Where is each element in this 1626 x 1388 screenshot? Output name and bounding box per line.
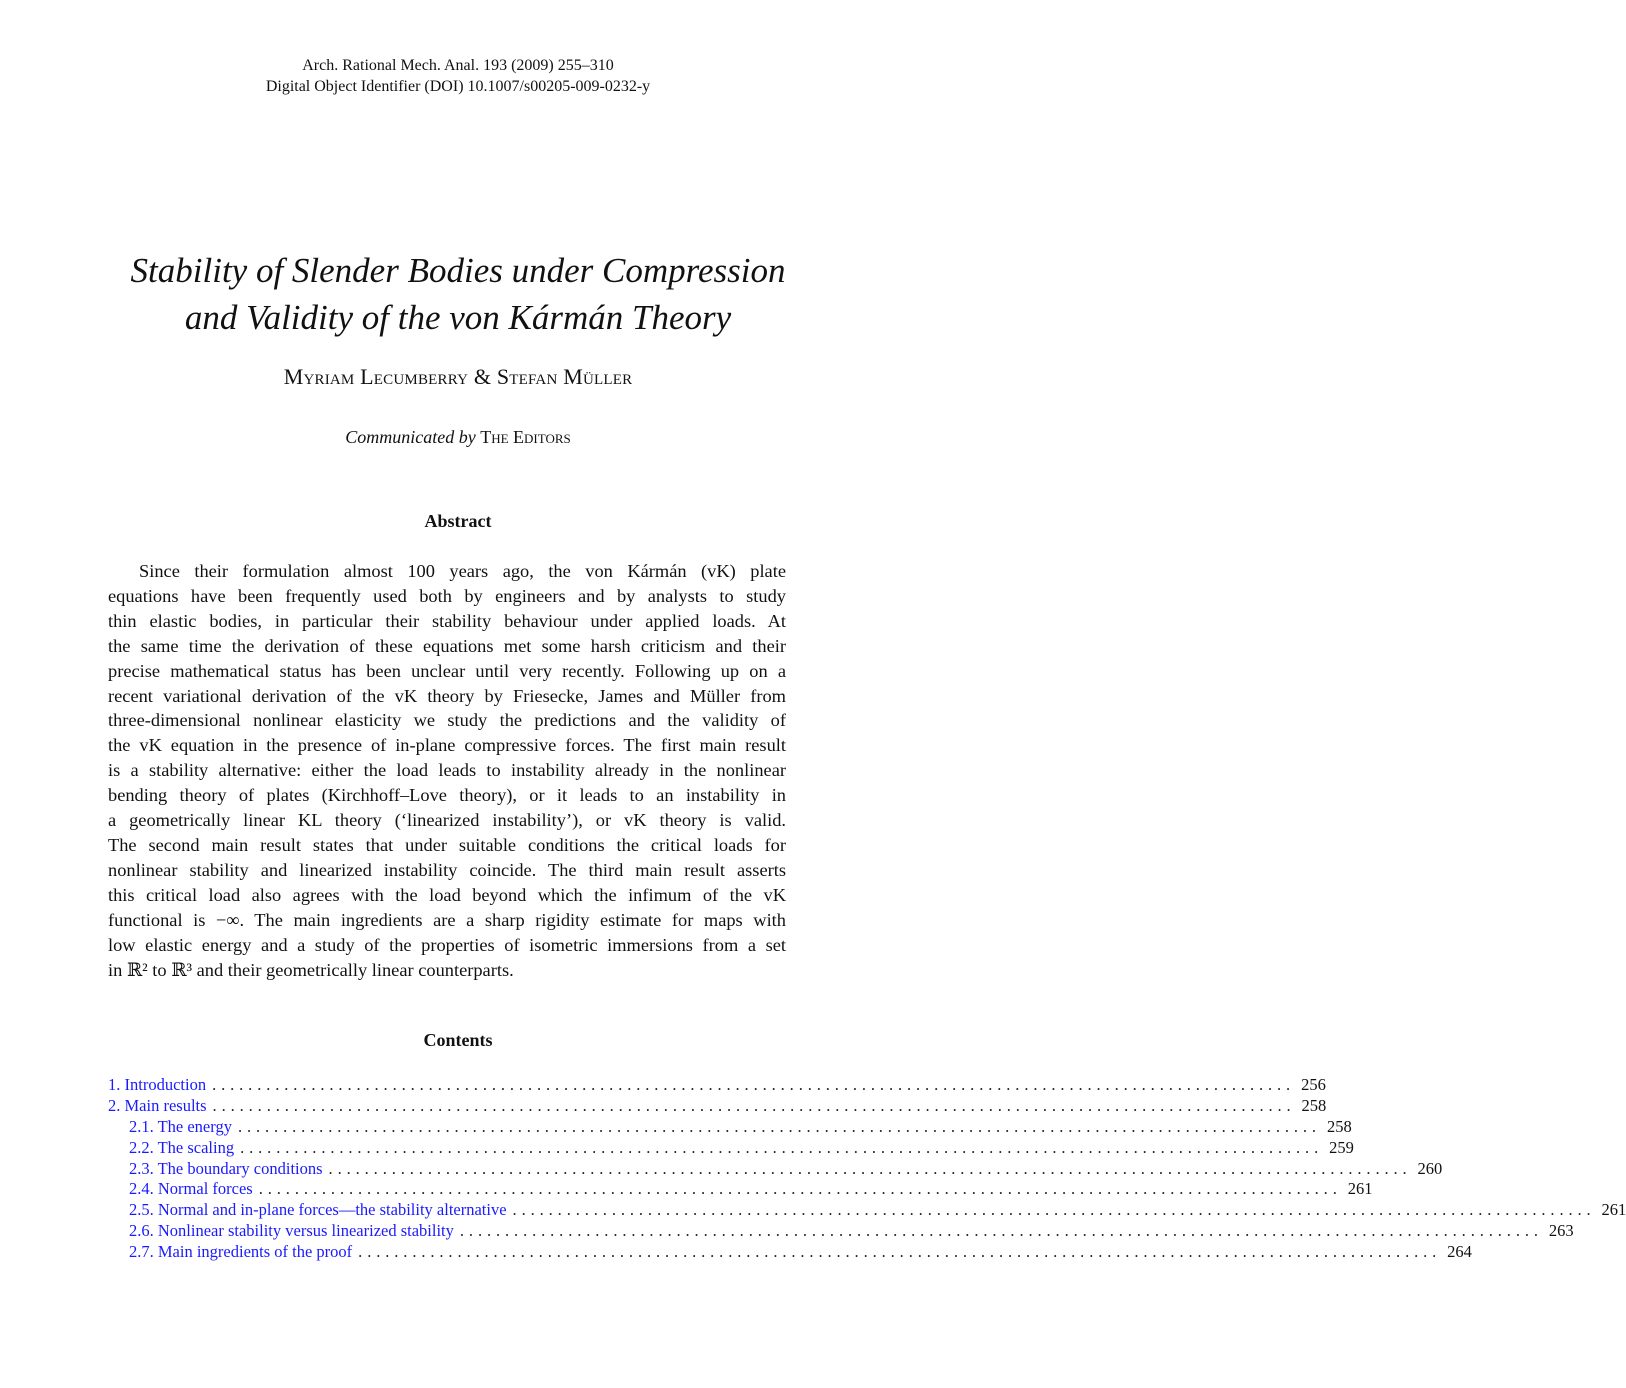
abstract-line: recent variational derivation of the vK theory by Friesecke, James and Müller from <box>108 685 786 706</box>
toc-link[interactable]: 2.6. Nonlinear stability versus linearized stability <box>129 1221 454 1241</box>
abstract-line: functional is −∞. The main ingredients are a sharp rigidity estimate for maps with <box>108 909 786 930</box>
toc-leader-dots: ........................................................................................................................ <box>258 1179 1342 1199</box>
toc-entry[interactable] <box>108 1200 1626 1221</box>
toc-page-number: 260 <box>1417 1158 1443 1178</box>
communicated-prefix: Communicated by <box>345 427 476 447</box>
title-line-2: and Validity of the von Kármán Theory <box>184 298 732 337</box>
toc-entry[interactable] <box>108 1179 1373 1200</box>
toc-leader-dots: ........................................................................................................................ <box>459 1221 1543 1241</box>
abstract-line: nonlinear stability and linearized instability coincide. The third main result asserts <box>108 859 786 880</box>
abstract-line: is a stability alternative: either the load leads to instability already in the nonlinear <box>108 760 786 781</box>
abstract-heading: Abstract <box>424 511 492 531</box>
toc-leader-dots: ........................................................................................................................ <box>328 1158 1412 1178</box>
doi-line: Digital Object Identifier (DOI) 10.1007/s00205-009-0232-y <box>265 78 651 95</box>
paper-title <box>60 247 856 341</box>
toc-page-number: 263 <box>1548 1221 1574 1241</box>
journal-header <box>0 55 916 97</box>
toc-page-number: 264 <box>1447 1242 1472 1262</box>
toc-link[interactable]: 2. Main results <box>108 1095 207 1115</box>
toc-entry[interactable] <box>108 1116 1352 1138</box>
abstract-line: three-dimensional nonlinear elasticity we study the predictions and the validity of <box>108 710 786 731</box>
toc-link[interactable]: 1. Introduction <box>108 1075 207 1094</box>
toc-leader-dots: ........................................................................................................................ <box>212 1095 1296 1115</box>
journal-citation: Arch. Rational Mech. Anal. 193 (2009) 255–310 <box>302 57 614 74</box>
toc-link[interactable]: 2.1. The energy <box>129 1116 232 1136</box>
toc-leader-dots: ........................................................................................................................ <box>358 1242 1442 1262</box>
toc-link[interactable]: 2.3. The boundary conditions <box>129 1158 323 1178</box>
abstract-line: the same time the derivation of these equations met some harsh criticism and their <box>108 635 786 656</box>
abstract-line: a geometrically linear KL theory (‘linearized instability’), or vK theory is valid. <box>108 810 786 831</box>
abstract-body <box>108 559 786 982</box>
abstract-line: precise mathematical status has been unclear until very recently. Following up on a <box>108 660 786 681</box>
toc-entry[interactable] <box>108 1158 1443 1180</box>
toc-link[interactable]: 2.2. The scaling <box>129 1137 235 1157</box>
toc-entry[interactable] <box>108 1075 1326 1096</box>
table-of-contents <box>108 1075 1626 1263</box>
toc-page-number: 256 <box>1301 1075 1326 1094</box>
abstract-line: this critical load also agrees with the load beyond which the infimum of the vK <box>108 884 786 905</box>
abstract-line: low elastic energy and a study of the properties of isometric immersions from a set <box>108 934 786 955</box>
toc-page-number: 258 <box>1301 1095 1327 1115</box>
toc-leader-dots: ........................................................................................................................ <box>237 1116 1321 1136</box>
toc-link[interactable]: 2.4. Normal forces <box>129 1179 253 1199</box>
title-line-1: Stability of Slender Bodies under Compression <box>130 251 786 290</box>
toc-page-number: 258 <box>1326 1116 1352 1136</box>
toc-link[interactable]: 2.7. Main ingredients of the proof <box>129 1242 353 1262</box>
toc-entry[interactable] <box>108 1242 1472 1263</box>
toc-leader-dots: ........................................................................................................................ <box>212 1075 1296 1094</box>
abstract-line: The second main result states that under suitable conditions the critical loads for <box>108 834 786 855</box>
toc-entry[interactable] <box>108 1221 1574 1242</box>
abstract-line: Since their formulation almost 100 years ago, the von Kármán (vK) plate <box>139 561 786 581</box>
communicated-editors: The Editors <box>480 427 571 447</box>
authors: Myriam Lecumberry & Stefan Müller <box>283 364 633 389</box>
abstract-line: equations have been frequently used both by engineers and by analysts to study <box>108 585 786 606</box>
toc-page-number: 261 <box>1601 1200 1626 1220</box>
contents-heading: Contents <box>423 1030 493 1050</box>
toc-page-number: 259 <box>1329 1137 1354 1157</box>
abstract-line: bending theory of plates (Kirchhoff–Love theory), or it leads to an instability in <box>108 785 786 806</box>
toc-leader-dots: ........................................................................................................................ <box>512 1200 1596 1220</box>
toc-link[interactable]: 2.5. Normal and in-plane forces—the stability alternative <box>129 1200 507 1220</box>
abstract-line: in ℝ² to ℝ³ and their geometrically linear counterparts. <box>108 959 514 980</box>
toc-leader-dots: ........................................................................................................................ <box>240 1137 1324 1157</box>
toc-entry[interactable] <box>108 1137 1354 1159</box>
toc-page-number: 261 <box>1347 1179 1373 1199</box>
abstract-line: thin elastic bodies, in particular their stability behaviour under applied loads. At <box>108 610 786 631</box>
abstract-line: the vK equation in the presence of in-plane compressive forces. The first main result <box>108 735 786 756</box>
toc-entry[interactable] <box>108 1095 1327 1117</box>
communicated-by <box>0 427 916 448</box>
